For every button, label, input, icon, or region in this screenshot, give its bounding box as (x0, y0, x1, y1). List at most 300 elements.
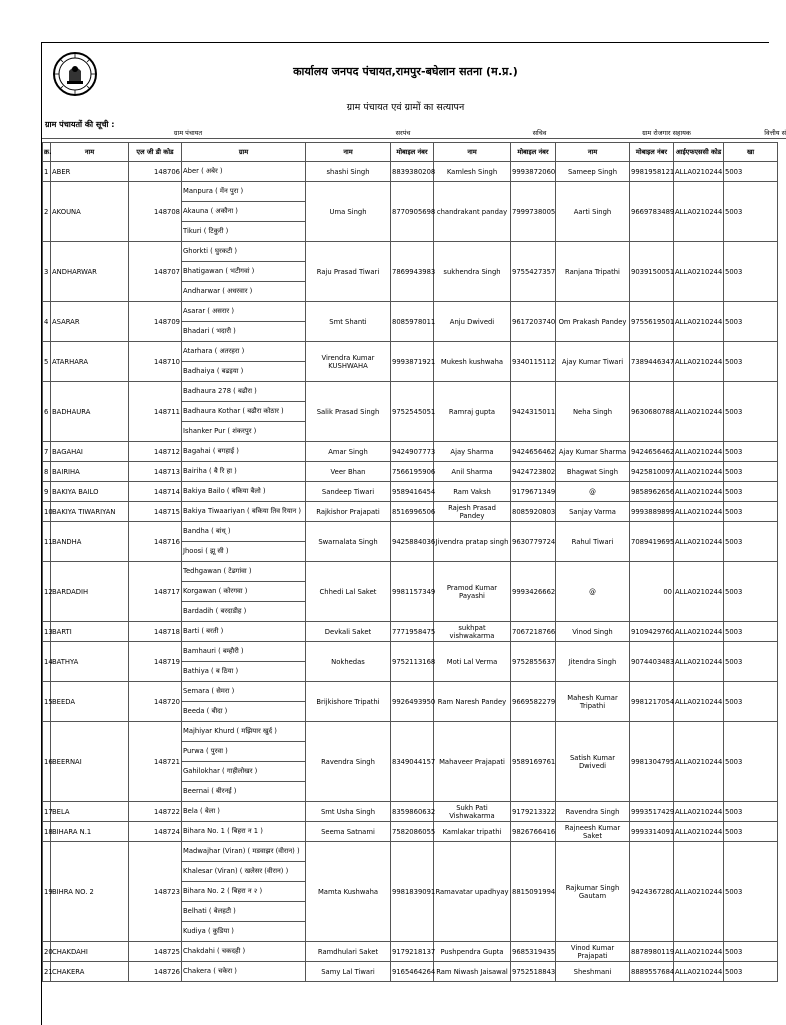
cell-grs-name: @ (556, 562, 630, 622)
table-row (43, 462, 778, 482)
cell-sarpanch-mobile: 8770905698 (391, 182, 434, 242)
cell-grs-mobile: 8878980119 (630, 942, 674, 962)
group-sarpanch: सरपंच (334, 129, 472, 139)
cell-grs-name: Neha Singh (556, 382, 630, 442)
cell-sachiv-name: sukhpat vishwakarma (434, 622, 511, 642)
cell-account: 5003 (724, 302, 778, 342)
table-row (43, 682, 778, 702)
cell-ifsc: ALLA0210244 (674, 442, 724, 462)
cell-account: 5003 (724, 382, 778, 442)
table-row (43, 802, 778, 822)
cell-sarpanch-name: Amar Singh (306, 442, 391, 462)
cell-sarpanch-mobile: 9179218137 (391, 942, 434, 962)
cell-sachiv-mobile: 9826766416 (511, 822, 556, 842)
cell-grs-name: Sanjay Varma (556, 502, 630, 522)
cell-village: Barti ( बरती ) (182, 622, 306, 642)
cell-sarpanch-mobile: 9589416454 (391, 482, 434, 502)
cell-account: 5003 (724, 562, 778, 622)
col-sarpanch-name: नाम (306, 143, 391, 162)
col-ifsc: आईएफएससी कोड (674, 143, 724, 162)
cell-sachiv-name: Kamlakar tripathi (434, 822, 511, 842)
cell-account: 5003 (724, 442, 778, 462)
cell-village: Bandha ( बांध् ) (182, 522, 306, 542)
table-row (43, 342, 778, 362)
cell-sno: 21 (43, 962, 51, 982)
table-row (43, 522, 778, 542)
group-sachiv: सचिव (472, 129, 607, 139)
cell-panchayat-name: BARDADIH (51, 562, 129, 622)
cell-lgd-code: 148723 (129, 842, 182, 942)
cell-sarpanch-name: Ramdhulari Saket (306, 942, 391, 962)
cell-sno: 7 (43, 442, 51, 462)
cell-grs-mobile: 9993314091 (630, 822, 674, 842)
cell-panchayat-name: CHAKDAHI (51, 942, 129, 962)
cell-sachiv-name: Ram Niwash Jaisawal (434, 962, 511, 982)
cell-sno: 8 (43, 462, 51, 482)
cell-sachiv-mobile: 9993872060 (511, 162, 556, 182)
cell-grs-name: Mahesh Kumar Tripathi (556, 682, 630, 722)
cell-grs-mobile: 9039150051 (630, 242, 674, 302)
col-sachiv-name: नाम (434, 143, 511, 162)
table-row (43, 722, 778, 742)
cell-village: Bamhauri ( बम्हौरी ) (182, 642, 306, 662)
cell-grs-name: Ajay Kumar Tiwari (556, 342, 630, 382)
cell-sno: 12 (43, 562, 51, 622)
cell-lgd-code: 148726 (129, 962, 182, 982)
cell-sachiv-name: Pushpendra Gupta (434, 942, 511, 962)
cell-sachiv-mobile: 9424315011 (511, 382, 556, 442)
cell-account: 5003 (724, 942, 778, 962)
cell-sarpanch-mobile: 9424907773 (391, 442, 434, 462)
cell-sarpanch-mobile: 7771958475 (391, 622, 434, 642)
table-row (43, 962, 778, 982)
cell-sachiv-mobile: 8815091994 (511, 842, 556, 942)
cell-sarpanch-name: Devkali Saket (306, 622, 391, 642)
cell-sarpanch-mobile: 9926493950 (391, 682, 434, 722)
cell-grs-mobile: 9755619501 (630, 302, 674, 342)
table-row (43, 442, 778, 462)
cell-account: 5003 (724, 342, 778, 382)
cell-ifsc: ALLA0210244 (674, 842, 724, 942)
cell-panchayat-name: BAIRIHA (51, 462, 129, 482)
cell-grs-mobile: 9981958121 (630, 162, 674, 182)
cell-village: Kudiya ( कुडिया ) (182, 922, 306, 942)
cell-panchayat-name: BARTI (51, 622, 129, 642)
cell-village: Bhatigawan ( भटीगवां ) (182, 262, 306, 282)
table-row (43, 162, 778, 182)
cell-account: 5003 (724, 482, 778, 502)
cell-village: Semara ( सेमरा ) (182, 682, 306, 702)
cell-village: Chakdahi ( चकदही ) (182, 942, 306, 962)
cell-village: Bihara No. 2 ( बिहरा न २ ) (182, 882, 306, 902)
cell-sno: 14 (43, 642, 51, 682)
table-row (43, 242, 778, 262)
cell-village: Beernai ( बीरनई ) (182, 782, 306, 802)
cell-sachiv-name: Ajay Sharma (434, 442, 511, 462)
col-lgd-code: एल जी डी कोड (129, 143, 182, 162)
cell-sachiv-name: Anju Dwivedi (434, 302, 511, 342)
cell-sachiv-name: Kamlesh Singh (434, 162, 511, 182)
cell-sachiv-name: Ramavatar upadhyay (434, 842, 511, 942)
cell-village: Badhaura Kothar ( बढौरा कोठार ) (182, 402, 306, 422)
cell-sachiv-mobile: 9617203740 (511, 302, 556, 342)
group-rojgar-sahayak: ग्राम रोजगार सहायक (607, 129, 726, 139)
office-title: कार्यालय जनपद पंचायत,रामपुर-बघेलान सतना (म.प्र.) (293, 65, 518, 78)
cell-sarpanch-mobile: 9981839091 (391, 842, 434, 942)
cell-panchayat-name: BIHARA N.1 (51, 822, 129, 842)
cell-grs-mobile: 7389446347 (630, 342, 674, 382)
cell-grs-name: Vinod Singh (556, 622, 630, 642)
cell-sarpanch-name: Chhedi Lal Saket (306, 562, 391, 622)
table-row (43, 562, 778, 582)
table-row (43, 182, 778, 202)
cell-village: Madwajhar (Viran) ( मडवाझर (वीरान) ) (182, 842, 306, 862)
cell-panchayat-name: BAKIYA TIWARIYAN (51, 502, 129, 522)
group-financial: वित्तीय सं (726, 129, 786, 139)
cell-panchayat-name: ABER (51, 162, 129, 182)
cell-grs-mobile: 9109429760 (630, 622, 674, 642)
cell-grs-mobile: 9630680788 (630, 382, 674, 442)
cell-sno: 9 (43, 482, 51, 502)
cell-sachiv-mobile: 7067218766 (511, 622, 556, 642)
cell-village: Badhaura 278 ( बढौरा ) (182, 382, 306, 402)
cell-grs-name: Sameep Singh (556, 162, 630, 182)
table-row (43, 502, 778, 522)
cell-sachiv-mobile: 9993426662 (511, 562, 556, 622)
document-subtitle: ग्राम पंचायत एवं ग्रामों का सत्यापन (346, 102, 465, 113)
cell-grs-mobile: 9424656462 (630, 442, 674, 462)
cell-sarpanch-mobile: 7582086055 (391, 822, 434, 842)
cell-sno: 19 (43, 842, 51, 942)
cell-grs-name: Om Prakash Pandey (556, 302, 630, 342)
cell-panchayat-name: CHAKERA (51, 962, 129, 982)
cell-account: 5003 (724, 822, 778, 842)
cell-grs-name: Jitendra Singh (556, 642, 630, 682)
cell-lgd-code: 148710 (129, 342, 182, 382)
cell-ifsc: ALLA0210244 (674, 482, 724, 502)
cell-sno: 13 (43, 622, 51, 642)
cell-grs-name: Bhagwat Singh (556, 462, 630, 482)
cell-grs-mobile: 9425810097 (630, 462, 674, 482)
col-grs-name: नाम (556, 143, 630, 162)
panchayat-table (42, 142, 778, 982)
cell-sachiv-name: Mahaveer Prajapati (434, 722, 511, 802)
cell-village: Chakera ( चकेरा ) (182, 962, 306, 982)
cell-grs-mobile: 9993889899 (630, 502, 674, 522)
cell-sarpanch-name: Brijkishore Tripathi (306, 682, 391, 722)
table-row (43, 942, 778, 962)
cell-grs-mobile: 9074403483 (630, 642, 674, 682)
cell-lgd-code: 148716 (129, 522, 182, 562)
cell-grs-mobile: 9993517429 (630, 802, 674, 822)
col-sarpanch-mobile: मोबाइल नंबर (391, 143, 434, 162)
cell-account: 5003 (724, 462, 778, 482)
cell-sachiv-mobile: 9752855637 (511, 642, 556, 682)
cell-account: 5003 (724, 182, 778, 242)
table-row (43, 622, 778, 642)
cell-sarpanch-name: Ravendra Singh (306, 722, 391, 802)
cell-sarpanch-mobile: 7869943983 (391, 242, 434, 302)
cell-sarpanch-mobile: 8085978011 (391, 302, 434, 342)
cell-ifsc: ALLA0210244 (674, 562, 724, 622)
cell-village: Gahilokhar ( गाहीलोखर ) (182, 762, 306, 782)
cell-grs-name: Sheshmani (556, 962, 630, 982)
cell-sarpanch-mobile: 8516996506 (391, 502, 434, 522)
cell-village: Tedhgawan ( टेढगांवा ) (182, 562, 306, 582)
cell-lgd-code: 148724 (129, 822, 182, 842)
cell-sno: 10 (43, 502, 51, 522)
cell-lgd-code: 148717 (129, 562, 182, 622)
table-row (43, 822, 778, 842)
cell-sarpanch-mobile: 9165464264 (391, 962, 434, 982)
cell-village: Bairiha ( बै रि हा ) (182, 462, 306, 482)
cell-panchayat-name: BANDHA (51, 522, 129, 562)
cell-sachiv-mobile: 9179671349 (511, 482, 556, 502)
cell-sachiv-name: Ram Naresh Pandey (434, 682, 511, 722)
cell-village: Andharwar ( अधरवार ) (182, 282, 306, 302)
cell-lgd-code: 148715 (129, 502, 182, 522)
cell-panchayat-name: BEEDA (51, 682, 129, 722)
cell-village: Badhaiya ( बढइया ) (182, 362, 306, 382)
cell-sno: 11 (43, 522, 51, 562)
cell-sarpanch-name: Smt Usha Singh (306, 802, 391, 822)
cell-sachiv-mobile: 7999738005 (511, 182, 556, 242)
cell-village: Aber ( अबेर ) (182, 162, 306, 182)
cell-sarpanch-mobile: 7566195906 (391, 462, 434, 482)
cell-account: 5003 (724, 802, 778, 822)
cell-grs-mobile: 7089419695 (630, 522, 674, 562)
cell-sachiv-mobile: 8085920803 (511, 502, 556, 522)
cell-ifsc: ALLA0210244 (674, 182, 724, 242)
cell-sachiv-mobile: 9685319435 (511, 942, 556, 962)
cell-panchayat-name: BAKIYA BAILO (51, 482, 129, 502)
cell-sarpanch-name: shashi Singh (306, 162, 391, 182)
cell-sachiv-name: Moti Lal Verma (434, 642, 511, 682)
cell-village: Jhoosi ( झू सी ) (182, 542, 306, 562)
cell-village: Bihara No. 1 ( बिहरा न 1 ) (182, 822, 306, 842)
cell-sarpanch-mobile: 9425884036 (391, 522, 434, 562)
cell-sachiv-name: Anil Sharma (434, 462, 511, 482)
cell-sarpanch-name: Swarnalata Singh (306, 522, 391, 562)
cell-sno: 1 (43, 162, 51, 182)
cell-account: 5003 (724, 242, 778, 302)
cell-ifsc: ALLA0210244 (674, 522, 724, 562)
cell-lgd-code: 148714 (129, 482, 182, 502)
cell-panchayat-name: ASARAR (51, 302, 129, 342)
cell-lgd-code: 148708 (129, 182, 182, 242)
cell-sno: 15 (43, 682, 51, 722)
cell-ifsc: ALLA0210244 (674, 962, 724, 982)
cell-sno: 17 (43, 802, 51, 822)
cell-grs-name: Aarti Singh (556, 182, 630, 242)
cell-account: 5003 (724, 522, 778, 562)
cell-sachiv-name: Ramraj gupta (434, 382, 511, 442)
cell-village: Bathiya ( ब ठिया ) (182, 662, 306, 682)
table-row (43, 642, 778, 662)
cell-sarpanch-name: Veer Bhan (306, 462, 391, 482)
cell-ifsc: ALLA0210244 (674, 942, 724, 962)
cell-panchayat-name: BATHYA (51, 642, 129, 682)
cell-ifsc: ALLA0210244 (674, 622, 724, 642)
cell-account: 5003 (724, 722, 778, 802)
cell-ifsc: ALLA0210244 (674, 682, 724, 722)
cell-ifsc: ALLA0210244 (674, 642, 724, 682)
cell-account: 5003 (724, 162, 778, 182)
col-panchayat-name: नाम (51, 143, 129, 162)
cell-panchayat-name: ATARHARA (51, 342, 129, 382)
cell-sarpanch-name: Smt Shanti (306, 302, 391, 342)
cell-account: 5003 (724, 642, 778, 682)
cell-sarpanch-mobile: 9981157349 (391, 562, 434, 622)
cell-sachiv-name: Pramod Kumar Payashi (434, 562, 511, 622)
cell-sno: 18 (43, 822, 51, 842)
cell-village: Khalesar (Viran) ( खलेसर (वीरान) ) (182, 862, 306, 882)
cell-lgd-code: 148706 (129, 162, 182, 182)
cell-sarpanch-name: Seema Satnami (306, 822, 391, 842)
cell-sarpanch-mobile: 9752113168 (391, 642, 434, 682)
cell-grs-name: Vinod Kumar Prajapati (556, 942, 630, 962)
cell-village: Bardadih ( बरदाडीह ) (182, 602, 306, 622)
cell-sarpanch-mobile: 8349044157 (391, 722, 434, 802)
col-grs-mobile: मोबाइल नंबर (630, 143, 674, 162)
cell-sarpanch-name: Salik Prasad Singh (306, 382, 391, 442)
table-body (43, 162, 778, 982)
group-gram-panchayat: ग्राम पंचायत (42, 129, 334, 139)
cell-ifsc: ALLA0210244 (674, 822, 724, 842)
cell-ifsc: ALLA0210244 (674, 722, 724, 802)
cell-sachiv-name: Mukesh kushwaha (434, 342, 511, 382)
cell-ifsc: ALLA0210244 (674, 462, 724, 482)
cell-village: Bakiya Tiwaariyan ( बकिया तिव रियान ) (182, 502, 306, 522)
cell-account: 5003 (724, 682, 778, 722)
cell-village: Bakiya Bailo ( बकिया बैलो ) (182, 482, 306, 502)
cell-sarpanch-name: Sandeep Tiwari (306, 482, 391, 502)
table-header-row (43, 143, 778, 162)
cell-sno: 5 (43, 342, 51, 382)
cell-sno: 3 (43, 242, 51, 302)
cell-grs-mobile: 9981217054 (630, 682, 674, 722)
cell-sarpanch-name: Raju Prasad Tiwari (306, 242, 391, 302)
cell-panchayat-name: BIHRA NO. 2 (51, 842, 129, 942)
cell-ifsc: ALLA0210244 (674, 242, 724, 302)
cell-panchayat-name: BAGAHAI (51, 442, 129, 462)
cell-sno: 6 (43, 382, 51, 442)
cell-village: Asarar ( असरार ) (182, 302, 306, 322)
cell-grs-mobile: 8889557684 (630, 962, 674, 982)
cell-lgd-code: 148720 (129, 682, 182, 722)
col-sno: क्र. (43, 143, 51, 162)
cell-panchayat-name: BEERNAI (51, 722, 129, 802)
cell-village: Purwa ( पुरवा ) (182, 742, 306, 762)
cell-grs-mobile: 9981304795 (630, 722, 674, 802)
cell-village: Bela ( बेला ) (182, 802, 306, 822)
cell-lgd-code: 148709 (129, 302, 182, 342)
cell-ifsc: ALLA0210244 (674, 342, 724, 382)
cell-sachiv-mobile: 9179213322 (511, 802, 556, 822)
col-sachiv-mobile: मोबाइल नंबर (511, 143, 556, 162)
table-row (43, 842, 778, 862)
cell-sarpanch-mobile: 8839380208 (391, 162, 434, 182)
cell-sarpanch-mobile: 9993871921 (391, 342, 434, 382)
cell-village: Ghorkti ( घुरकटी ) (182, 242, 306, 262)
cell-village: Bhadari ( भदारी ) (182, 322, 306, 342)
col-gram: ग्राम (182, 143, 306, 162)
cell-sno: 20 (43, 942, 51, 962)
cell-account: 5003 (724, 962, 778, 982)
cell-sarpanch-name: Virendra Kumar KUSHWAHA (306, 342, 391, 382)
cell-ifsc: ALLA0210244 (674, 162, 724, 182)
cell-grs-mobile: 9669783489 (630, 182, 674, 242)
cell-sachiv-mobile: 9630779724 (511, 522, 556, 562)
cell-sarpanch-name: Uma Singh (306, 182, 391, 242)
cell-panchayat-name: ANDHARWAR (51, 242, 129, 302)
document-page (41, 42, 786, 1025)
cell-lgd-code: 148722 (129, 802, 182, 822)
cell-lgd-code: 148711 (129, 382, 182, 442)
list-label: ग्राम पंचायतों की सूची : (45, 120, 115, 129)
cell-village: Korgawan ( कोरगवा ) (182, 582, 306, 602)
cell-sarpanch-name: Nokhedas (306, 642, 391, 682)
cell-ifsc: ALLA0210244 (674, 502, 724, 522)
cell-sarpanch-name: Samy Lal Tiwari (306, 962, 391, 982)
cell-sachiv-name: Jivendra pratap singh (434, 522, 511, 562)
cell-sno: 2 (43, 182, 51, 242)
cell-sno: 4 (43, 302, 51, 342)
cell-grs-name: Ajay Kumar Sharma (556, 442, 630, 462)
cell-grs-name: Rahul Tiwari (556, 522, 630, 562)
cell-village: Bagahai ( बगहाई ) (182, 442, 306, 462)
cell-grs-name: Satish Kumar Dwivedi (556, 722, 630, 802)
cell-sachiv-mobile: 9589169761 (511, 722, 556, 802)
cell-sachiv-name: Ram Vaksh (434, 482, 511, 502)
cell-account: 5003 (724, 622, 778, 642)
cell-lgd-code: 148707 (129, 242, 182, 302)
cell-ifsc: ALLA0210244 (674, 382, 724, 442)
cell-ifsc: ALLA0210244 (674, 302, 724, 342)
cell-village: Majhiyar Khurd ( मझियार खुर्द ) (182, 722, 306, 742)
cell-lgd-code: 148712 (129, 442, 182, 462)
cell-panchayat-name: BELA (51, 802, 129, 822)
cell-grs-name: Ranjana Tripathi (556, 242, 630, 302)
cell-grs-mobile: 00 (630, 562, 674, 622)
cell-panchayat-name: BADHAURA (51, 382, 129, 442)
cell-sachiv-name: Sukh Pati Vishwakarma (434, 802, 511, 822)
cell-village: Atarhara ( अतरहरा ) (182, 342, 306, 362)
cell-village: Beeda ( बीदा ) (182, 702, 306, 722)
table-row (43, 302, 778, 322)
cell-village: Manpura ( मेंन पुरा ) (182, 182, 306, 202)
cell-lgd-code: 148718 (129, 622, 182, 642)
cell-village: Ishanker Pur ( शंकरपुर ) (182, 422, 306, 442)
cell-account: 5003 (724, 842, 778, 942)
cell-grs-name: Ravendra Singh (556, 802, 630, 822)
table-row (43, 482, 778, 502)
cell-sarpanch-name: Rajkishor Prajapati (306, 502, 391, 522)
cell-sachiv-name: Rajesh Prasad Pandey (434, 502, 511, 522)
cell-lgd-code: 148713 (129, 462, 182, 482)
cell-account: 5003 (724, 502, 778, 522)
cell-grs-mobile: 9424367280 (630, 842, 674, 942)
cell-lgd-code: 148719 (129, 642, 182, 682)
cell-panchayat-name: AKOUNA (51, 182, 129, 242)
cell-sachiv-mobile: 9755427357 (511, 242, 556, 302)
cell-sachiv-mobile: 9752518843 (511, 962, 556, 982)
cell-village: Akauna ( अकौना ) (182, 202, 306, 222)
cell-sachiv-mobile: 9340115112 (511, 342, 556, 382)
cell-sarpanch-mobile: 8359860632 (391, 802, 434, 822)
cell-grs-name: Rajkumar Singh Gautam (556, 842, 630, 942)
cell-sachiv-mobile: 9424656462 (511, 442, 556, 462)
